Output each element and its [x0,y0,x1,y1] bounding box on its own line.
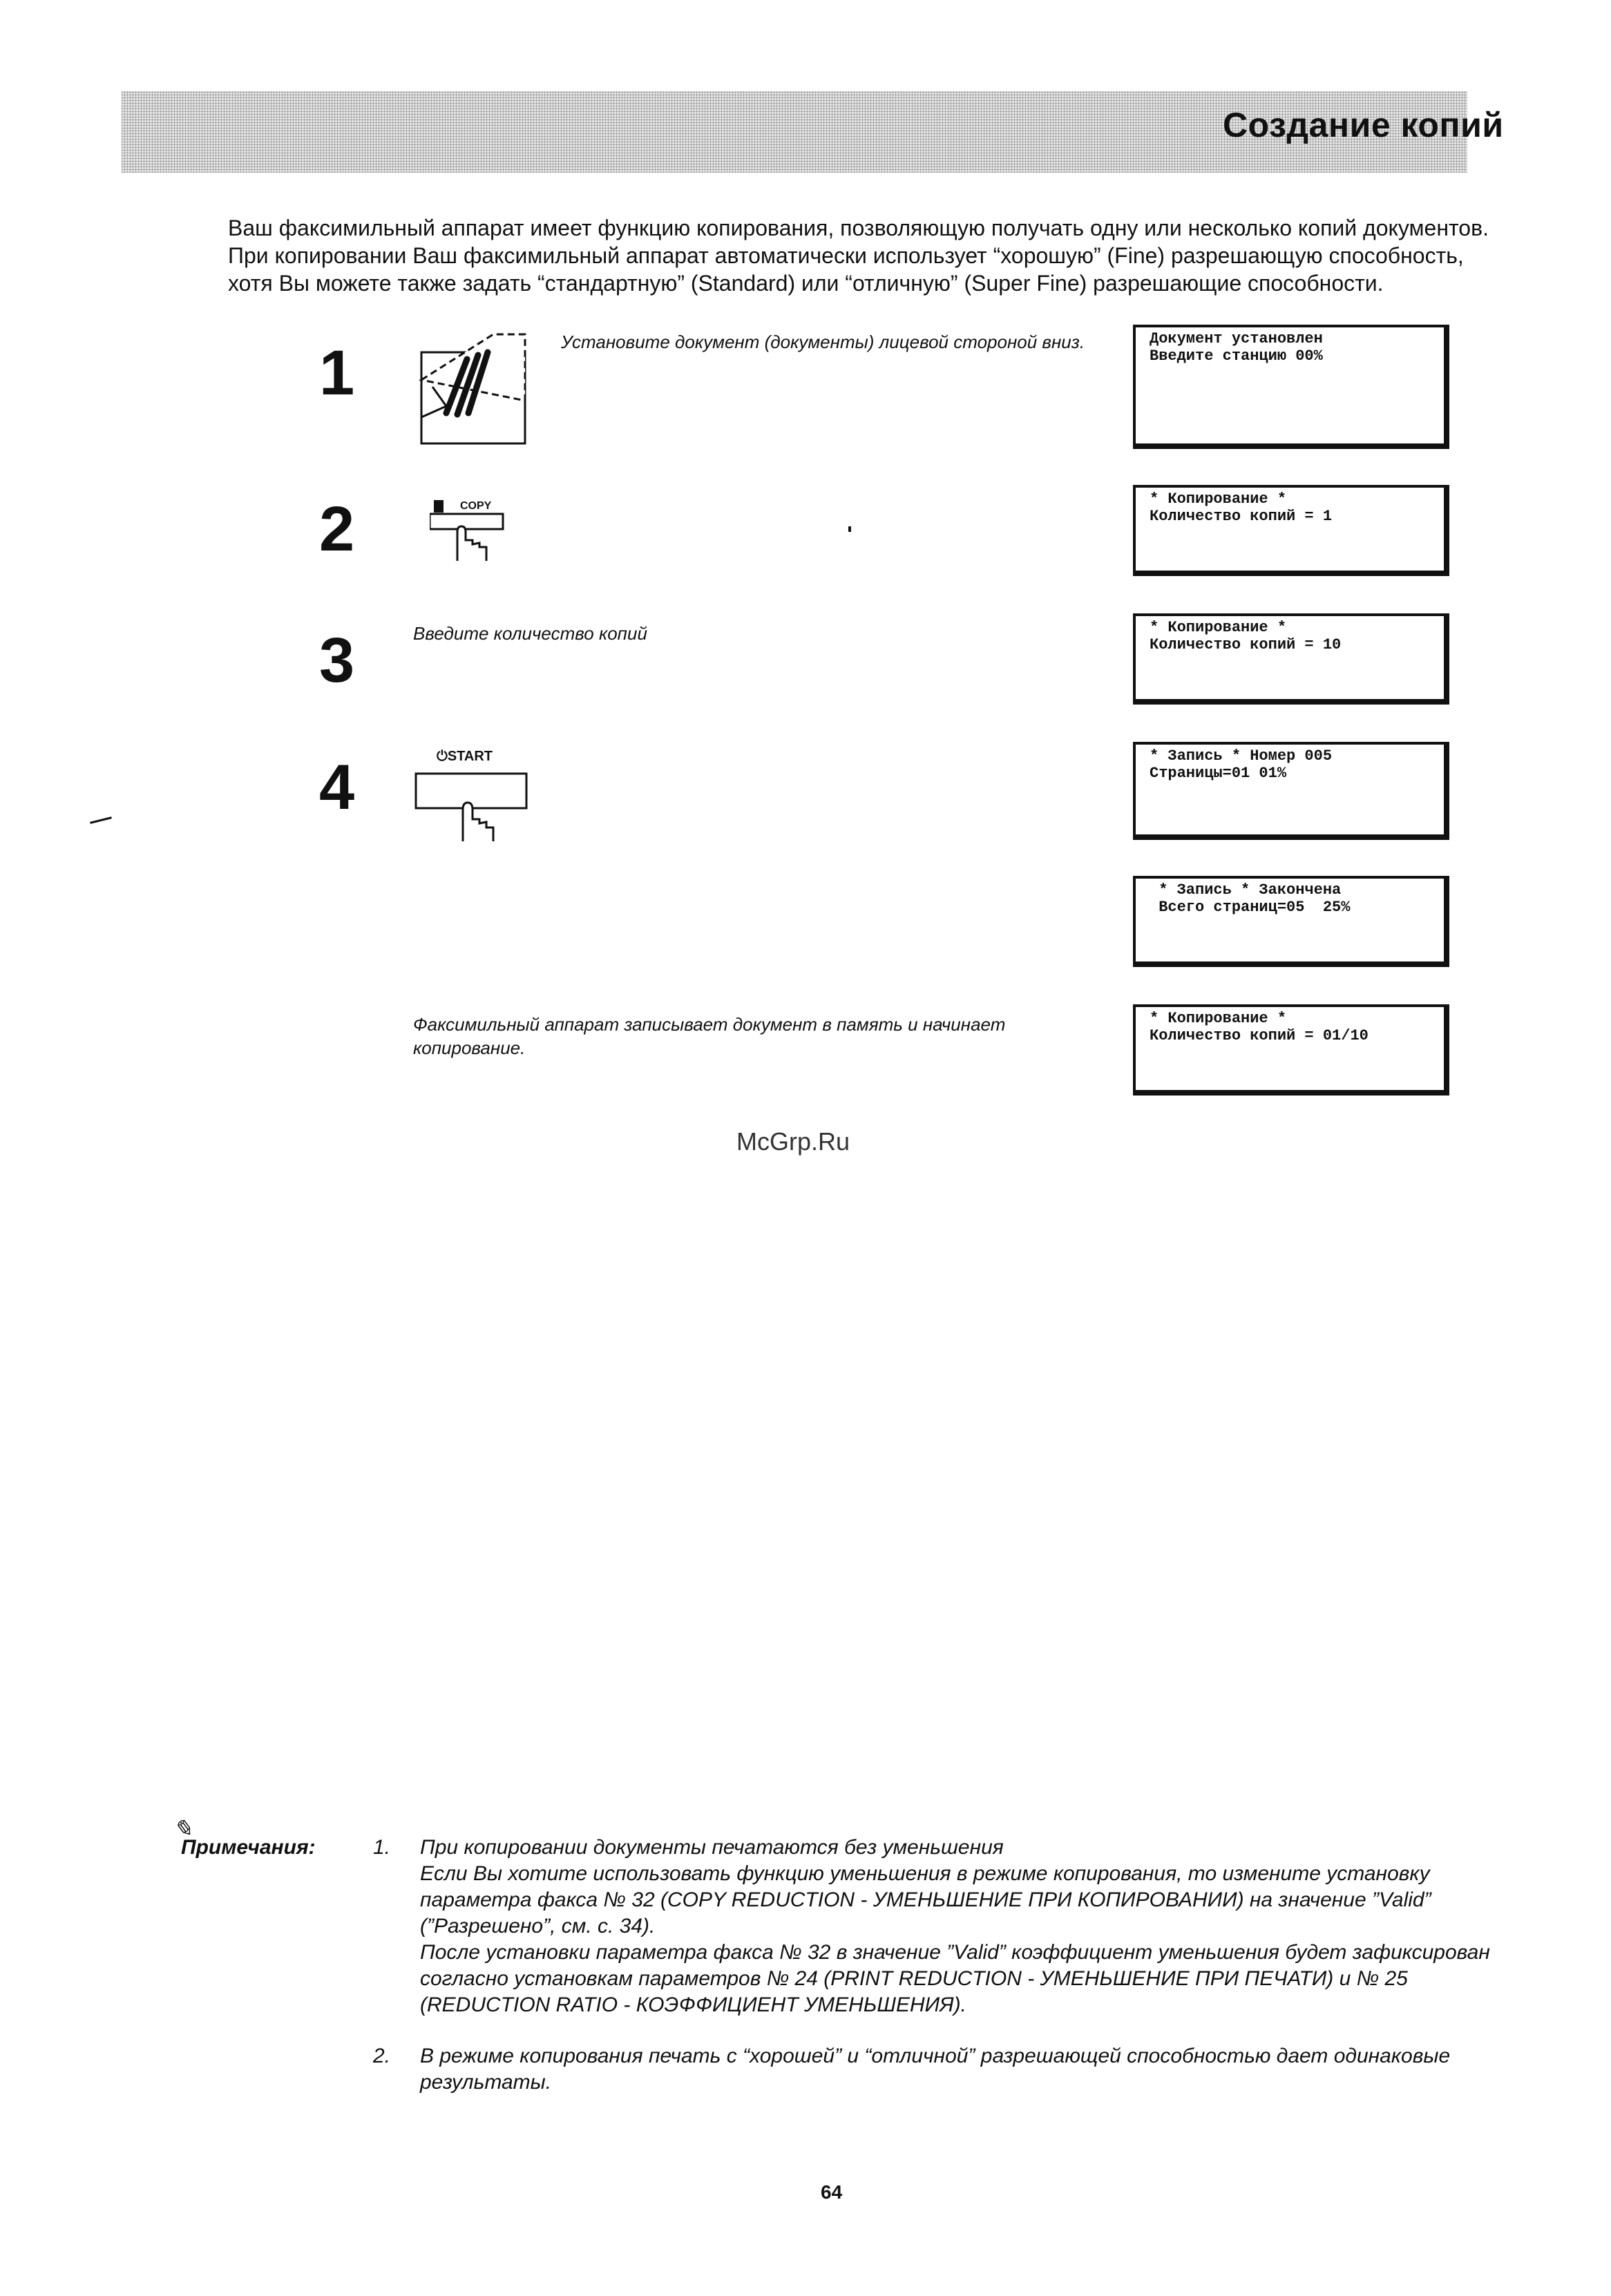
scan-mark [90,816,112,824]
step-3-instruction: Введите количество копий [413,623,647,644]
start-button-label [437,749,493,765]
lcd-line: Количество копий = 1 [1150,508,1333,525]
lcd-line: * Запись * Закончена [1150,881,1342,899]
lcd-line: Всего страниц=05 25% [1150,899,1351,916]
lcd-line: * Запись * Номер 005 [1150,747,1333,765]
step-4-number: 4 [319,752,355,823]
page-title: Создание копий [1223,106,1504,144]
lcd-line: * Копирование * [1150,490,1287,508]
document-feed-icon [419,332,529,446]
lcd-line: Документ установлен [1150,330,1323,347]
copy-button-label: COPY [460,500,492,512]
lcd-display-2 [1133,485,1449,576]
note-1-paragraph-2: После установки параметра факса № 32 в значение ”Valid” коэффициент уменьшения будет зафиксирован согласно установкам параметров № 24 (PRINT REDUCTION - УМЕНЬШЕНИЕ ПРИ ПЕЧАТИ) и № 25 (REDUCTION RATIO - КОЭФФИЦИЕНТ УМЕНЬШЕНИЯ). [420,1941,1490,2016]
power-start-icon: ⏻ [437,749,448,764]
note-1 [420,1835,1498,2018]
lcd-display-4 [1133,742,1449,840]
start-button-press-icon [414,768,532,844]
watermark-text: McGrp.Ru [736,1127,850,1156]
note-2-text: В режиме копирования печать с “хорошей” и “отличной” разрешающей способностью дает одинаковые результаты. [420,2045,1451,2094]
lcd-line: Количество копий = 10 [1150,636,1342,653]
step-1-number: 1 [319,338,355,408]
step-3-number: 3 [319,625,355,696]
notes-label: Примечания: [181,1836,316,1859]
page-number: 64 [821,2181,843,2203]
lcd-display-1 [1133,325,1449,449]
lcd-line: Страницы=01 01% [1150,765,1287,782]
lcd-display-6 [1133,1004,1449,1096]
step-1-instruction: Установите документ (документы) лицевой стороной вниз. [561,332,1085,352]
lcd-line: Введите станцию 00% [1150,347,1323,365]
step-2-number: 2 [319,494,355,564]
note-pen-icon: ✎ [173,1816,193,1842]
lcd-line: * Копирование * [1150,619,1287,636]
intro-paragraph: Ваш факсимильный аппарат имеет функцию копирования, позволяющую получать одну или несколько копий документов. При копировании Ваш факсимильный аппарат автоматически использует “хорошую” (Fine) разрешающую способность, хотя Вы можете также задать “стандартную” (Standard) или “отличную” (Super Fine) разрешающие способности. [228,216,1489,296]
lcd-display-5 [1133,876,1449,967]
note-1-paragraph-1: Если Вы хотите использовать функцию уменьшения в режиме копирования, то измените установку параметра факса № 32 (COPY REDUCTION - УМЕНЬШЕНИЕ ПРИ КОПИРОВАНИИ) на значение ”Valid” (”Разрешено”, см. с. 34). [420,1862,1431,1938]
lcd-line: Количество копий = 01/10 [1150,1027,1369,1044]
note-1-title: При копировании документы печатаются без уменьшения [420,1836,1004,1859]
start-label-text: START [447,749,493,764]
lcd-display-3 [1133,613,1449,705]
scan-mark [848,526,851,532]
note-2-number: 2. [373,2045,391,2067]
final-instruction: Факсимильный аппарат записывает документ в память и начинает копирование. [413,1014,1006,1058]
lcd-line: * Копирование * [1150,1010,1287,1027]
note-1-number: 1. [373,1836,391,1859]
